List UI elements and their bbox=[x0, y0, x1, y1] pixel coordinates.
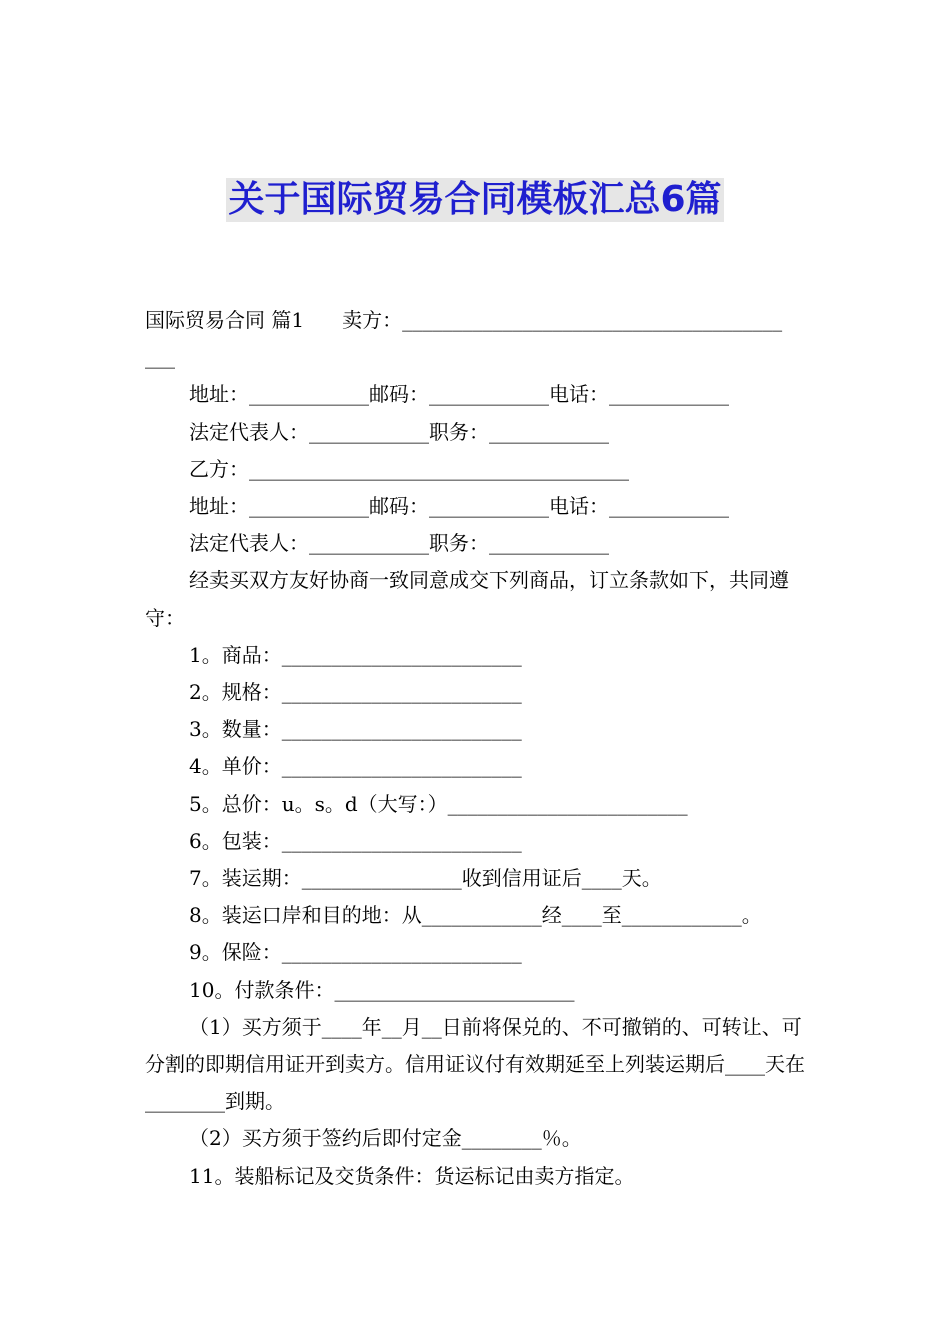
party-b-representative-line: 法定代表人：____________职务：____________ bbox=[189, 531, 609, 556]
document-title: 关于国际贸易合同模板汇总6篇 bbox=[228, 179, 722, 220]
party-b-address-line: 地址：____________邮码：____________电话：____________ bbox=[189, 494, 729, 519]
clause-9-insurance: 9。保险：________________________ bbox=[189, 940, 522, 965]
payment-term-2: （2）买方须于签约后即付定金________％。 bbox=[189, 1126, 582, 1151]
clause-8-ports: 8。装运口岸和目的地：从____________经____至____________。 bbox=[189, 903, 762, 928]
clause-4-unit-price: 4。单价：________________________ bbox=[189, 754, 522, 779]
clause-10-payment-terms: 10。付款条件：________________________ bbox=[189, 977, 575, 1002]
party-b-line: 乙方：______________________________________ bbox=[189, 456, 629, 481]
clause-1-goods: 1。商品：________________________ bbox=[189, 642, 522, 667]
clause-6-packing: 6。包装：________________________ bbox=[189, 828, 522, 853]
clause-11-marks-delivery: 11。装船标记及交货条件：货运标记由卖方指定。 bbox=[189, 1163, 635, 1188]
seller-line: 卖方：______________________________________ bbox=[342, 308, 783, 332]
contract-heading: 国际贸易合同 篇1 bbox=[145, 308, 305, 332]
seller-representative-line: 法定代表人：____________职务：____________ bbox=[189, 419, 609, 444]
payment-term-1-paragraph: （1）买方须于____年__月__日前将保兑的、不可撤销的、可转让、可分割的即期信用证开到卖方。信用证议付有效期延至上列装运期后____天在________到期。 bbox=[145, 1014, 805, 1114]
document-title-wrap bbox=[0, 178, 950, 222]
clause-2-specification: 2。规格：________________________ bbox=[189, 680, 522, 705]
seller-address-line: 地址：____________邮码：____________电话：____________ bbox=[189, 382, 729, 407]
clause-7-shipment-period: 7。装运期：________________收到信用证后____天。 bbox=[189, 866, 662, 891]
clause-3-quantity: 3。数量：________________________ bbox=[189, 717, 522, 742]
document-body bbox=[145, 302, 815, 1195]
agreement-paragraph: 经卖买双方友好协商一致同意成交下列商品，订立条款如下，共同遵守： bbox=[145, 568, 789, 630]
clause-5-total-price: 5。总价：u。s。d（大写：）________________________ bbox=[189, 791, 688, 816]
contract-heading-line bbox=[145, 302, 815, 339]
seller-line-continued: ___ bbox=[145, 345, 175, 370]
